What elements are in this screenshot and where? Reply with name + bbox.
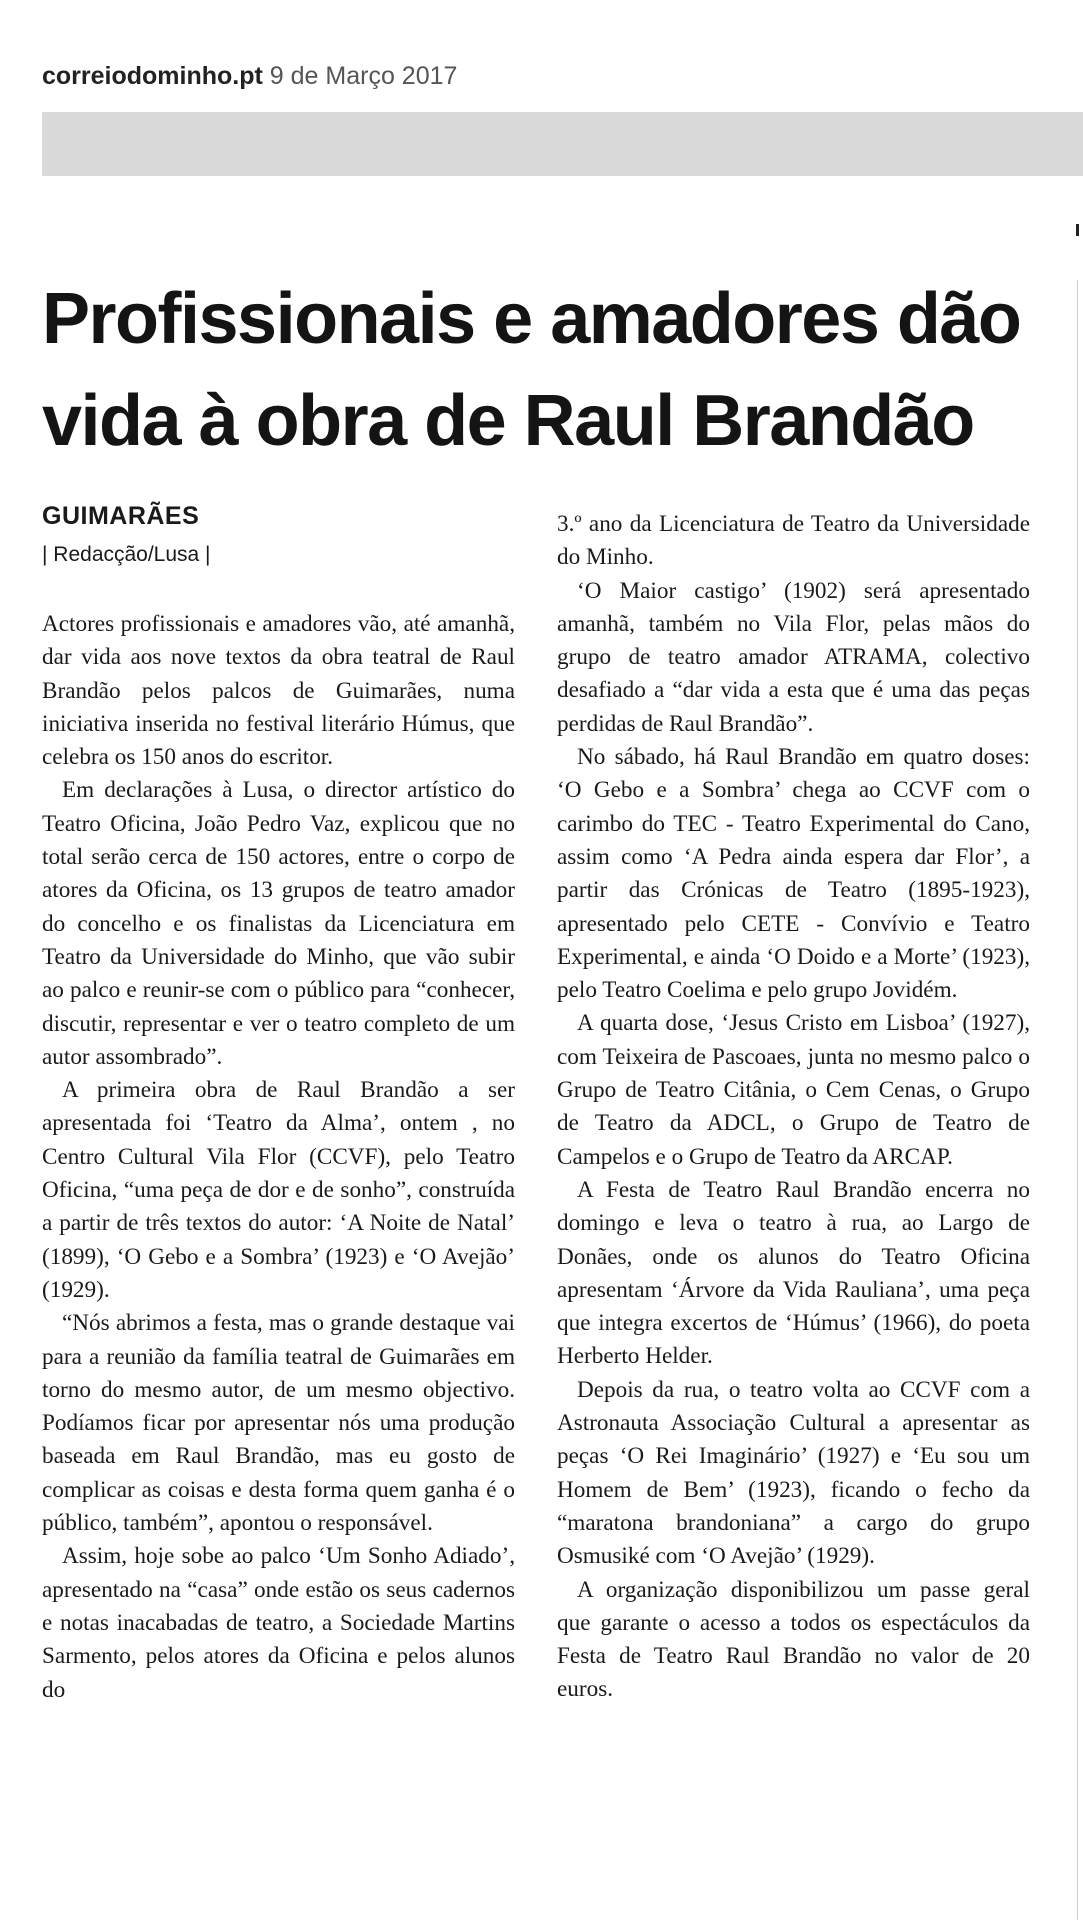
edge-mark bbox=[1076, 224, 1079, 236]
paragraph: A Festa de Teatro Raul Brandão encerra no domingo e leva o teatro à rua, ao Largo de Donães, onde os alunos do Teatro Oficina apresentam ‘Árvore da Vida Rauliana’, uma peça que integra excertos de ‘Húmus’ (1966), do poeta Herberto Helder. bbox=[557, 1176, 1030, 1370]
paragraph: Depois da rua, o teatro volta ao CCVF com a Astronauta Associação Cultural a apresentar as peças ‘O Rei Imaginário’ (1927) e ‘Eu sou um Homem de Bem’ (1923), ficando o fecho da “maratona brandoniana” a cargo do grupo Osmusiké com ‘O Avejão’ (1929). bbox=[557, 1376, 1030, 1570]
paragraph: A organização disponibilizou um passe geral que garante o acesso a todos os espectáculos da Festa de Teatro Raul Brandão no valor de 20 euros. bbox=[557, 1576, 1030, 1703]
paragraph: “Nós abrimos a festa, mas o grande destaque vai para a reunião da família teatral de Guimarães em torno do mesmo autor, de um mesmo objectivo. Podíamos ficar por apresentar nós uma produção baseada em Raul Brandão, mas eu gosto de complicar as coisas e desta forma quem ganha é o público, também”, apontou o responsável. bbox=[42, 1310, 515, 1537]
paragraph: A quarta dose, ‘Jesus Cristo em Lisboa’ (1927), com Teixeira de Pascoaes, junta no mesmo palco o Grupo de Teatro Citânia, o Cem Cenas, o Grupo de Teatro da ADCL, o Grupo de Teatro de Campelos e o Grupo de Teatro da ARCAP. bbox=[557, 1010, 1030, 1170]
paragraph: ‘O Maior castigo’ (1902) será apresentado amanhã, também no Vila Flor, pelas mãos do grupo de teatro amador ATRAMA, colectivo desafiado a “dar vida a esta que é uma das peças perdidas de Raul Brandão”. bbox=[557, 577, 1030, 737]
article-column-left bbox=[42, 608, 515, 1707]
site-name[interactable]: correiodominho.pt bbox=[42, 62, 263, 90]
article-byline: | Redacção/Lusa | bbox=[42, 543, 211, 566]
column-rule bbox=[1077, 280, 1078, 1920]
paragraph: A primeira obra de Raul Brandão a ser apresentada foi ‘Teatro da Alma’, ontem , no Centro Cultural Vila Flor (CCVF), pelo Teatro Oficina, “uma peça de dor e de sonho”, construída a partir de três textos do autor: ‘A Noite de Natal’ (1899), ‘O Gebo e a Sombra’ (1923) e ‘O Avejão’ (1929). bbox=[42, 1077, 515, 1303]
paragraph: 3.º ano da Licenciatura de Teatro da Universidade do Minho. bbox=[557, 511, 1030, 571]
paragraph: Assim, hoje sobe ao palco ‘Um Sonho Adiado’, apresentado na “casa” onde estão os seus cadernos e notas inacabadas de teatro, a Sociedade Martins Sarmento, pelos atores da Oficina e pelos alunos do bbox=[42, 1543, 515, 1703]
publication-date: 9 de Março 2017 bbox=[269, 62, 458, 90]
paragraph: Actores profissionais e amadores vão, até amanhã, dar vida aos nove textos da obra teatral de Raul Brandão pelos palcos de Guimarães, numa iniciativa inserida no festival literário Húmus, que celebra os 150 anos do escritor. bbox=[42, 611, 515, 771]
article-headline: Profissionais e amadores dão vida à obra de Raul Brandão bbox=[42, 279, 1021, 461]
header-banner-bar bbox=[42, 112, 1083, 176]
article-column-right bbox=[557, 508, 1030, 1707]
paragraph: No sábado, há Raul Brandão em quatro doses: ‘O Gebo e a Sombra’ chega ao CCVF com o carimbo do TEC - Teatro Experimental do Cano, assim como ‘A Pedra ainda espera dar Flor’, a partir das Crónicas de Teatro (1895-1923), apresentado pelo CETE - Convívio e Teatro Experimental, e ainda ‘O Doido e a Morte’ (1923), pelo Teatro Coelima e pelo grupo Jovidém. bbox=[557, 744, 1030, 1004]
paragraph: Em declarações à Lusa, o director artístico do Teatro Oficina, João Pedro Vaz, explicou que no total serão cerca de 150 actores, entre o corpo de atores da Oficina, os 13 grupos de teatro amador do concelho e os finalistas da Licenciatura em Teatro da Universidade do Minho, que vão subir ao palco e reunir-se com o público para “conhecer, discutir, representar e ver o teatro completo de um autor assombrado”. bbox=[42, 777, 515, 1070]
dateline-place: GUIMARÃES bbox=[42, 502, 200, 530]
page-header bbox=[42, 62, 457, 91]
